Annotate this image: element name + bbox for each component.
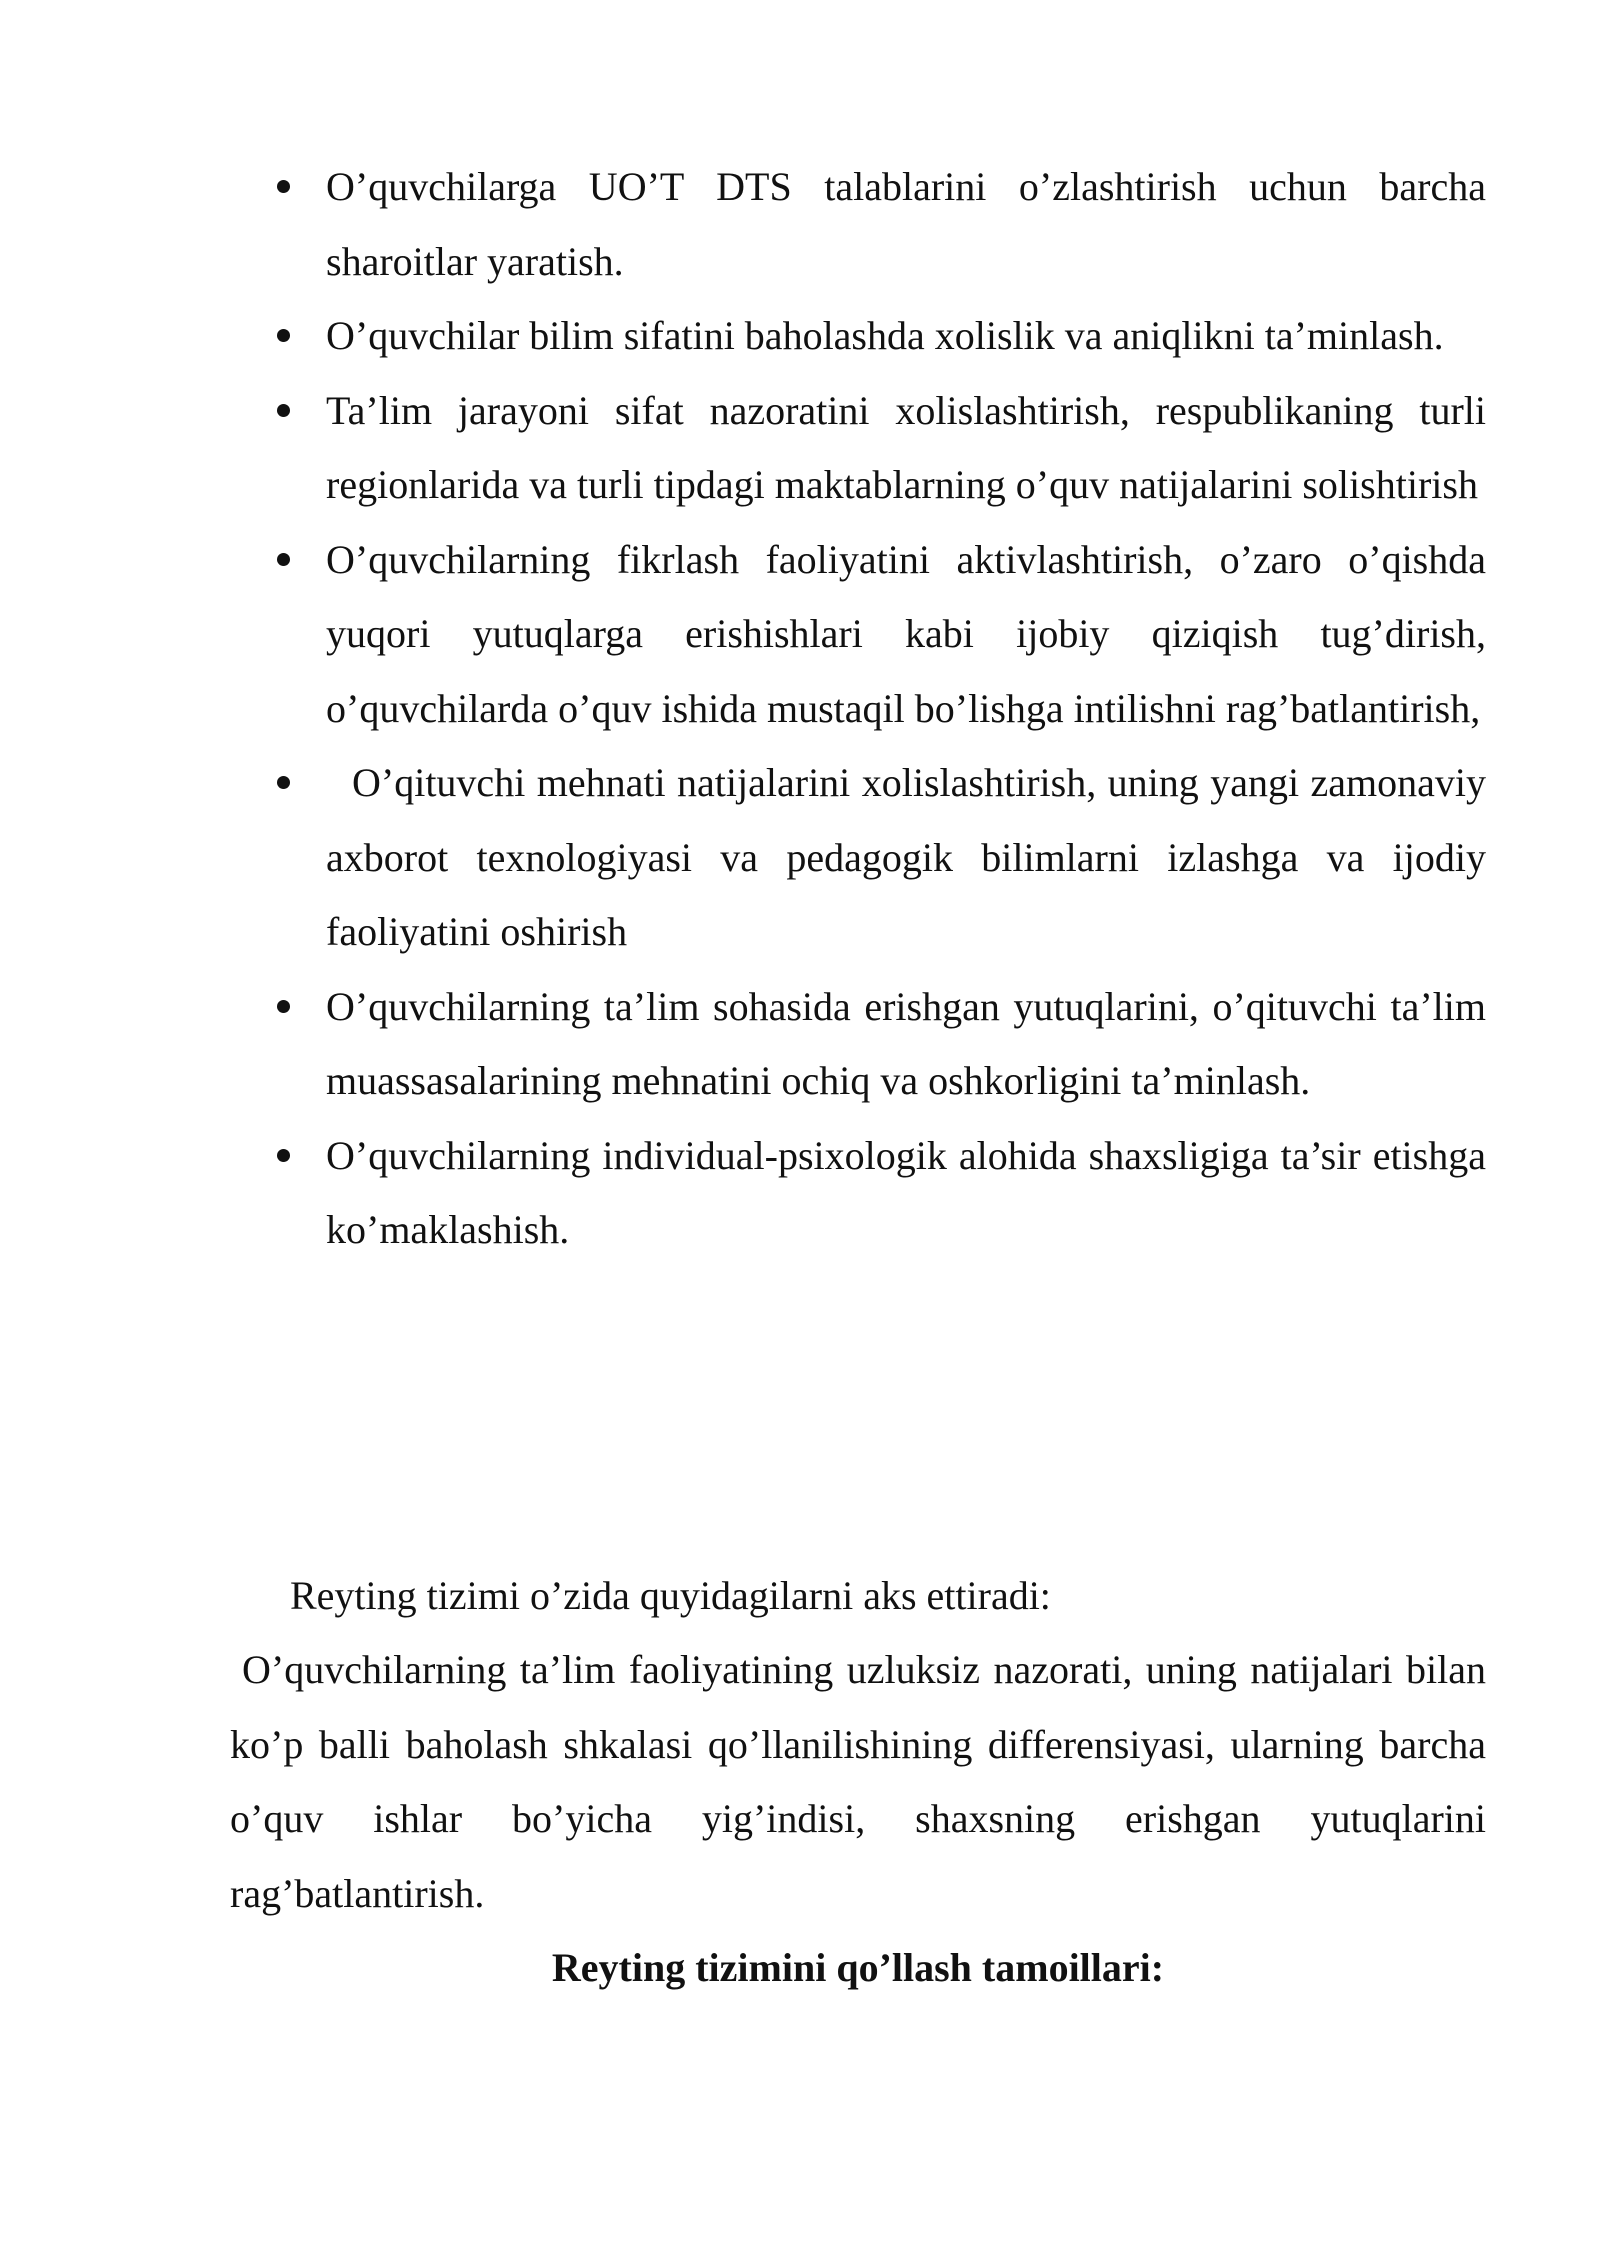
bullet-icon xyxy=(277,329,290,342)
bullet-icon xyxy=(277,1000,290,1013)
list-item xyxy=(326,523,1486,747)
bullet-icon xyxy=(277,1149,290,1162)
list-item xyxy=(326,150,1486,299)
list-item xyxy=(326,970,1486,1119)
bullet-icon xyxy=(277,404,290,417)
bullet-icon xyxy=(277,180,290,193)
list-item-text: O’quvchilarning fikrlash faoliyatini aktivlashtirish, o’zaro o’qishda yuqori yutuqlarga erishishlari kabi ijobiy qiziqish tug’dirish, o’quvchilarda o’quv ishida mustaqil bo’lishga intilishni rag’batlantirish, xyxy=(326,536,1486,731)
list-item-text: O’qituvchi mehnati natijalarini xolislashtirish, uning yangi zamonaviy axborot texnologiyasi va pedagogik bilimlarni izlashga va ijodiy faoliyatini oshirish xyxy=(326,760,1486,954)
section-heading: Reyting tizimini qo’llash tamoillari: xyxy=(551,1945,1165,1990)
list-item xyxy=(326,299,1486,374)
list-item-text: O’quvchilarning individual-psixologik alohida shaxsligiga ta’sir etishga ko’maklashish. xyxy=(326,1132,1486,1252)
list-item-text: O’quvchilar bilim sifatini baholashda xolislik va aniqlikni ta’minlash. xyxy=(326,313,1444,358)
list-item xyxy=(326,1119,1486,1268)
list-item-text: O’quvchilarning ta’lim sohasida erishgan yutuqlarini, o’qituvchi ta’lim muassasalarining mehnatini ochiq va oshkorligini ta’minlash. xyxy=(326,983,1486,1103)
body-paragraph xyxy=(230,1633,1486,1931)
list-item xyxy=(326,374,1486,523)
list-item-text: O’quvchilarga UO’T DTS talablarini o’zlashtirish uchun barcha sharoitlar yaratish. xyxy=(326,164,1486,284)
bullet-icon xyxy=(277,776,290,789)
bullet-icon xyxy=(277,553,290,566)
list-item xyxy=(326,746,1486,970)
list-item-text: Ta’lim jarayoni sifat nazoratini xolislashtirish, respublikaning turli regionlarida va turli tipdagi maktablarning o’quv natijalarini solishtirish xyxy=(326,387,1486,507)
body-paragraph-text: O’quvchilarning ta’lim faoliyatining uzluksiz nazorati, uning natijalari bilan ko’p balli baholash shkalasi qo’llanilishining differensiyasi, ularning barcha o’quv ishlar bo’yicha yig’indisi, shaxsning erishgan yutuqlarini rag’batlantirish. xyxy=(230,1647,1486,1916)
bullet-list xyxy=(326,150,1486,1268)
intro-paragraph: Reyting tizimi o’zida quyidagilarni aks ettiradi: xyxy=(290,1573,1051,1618)
